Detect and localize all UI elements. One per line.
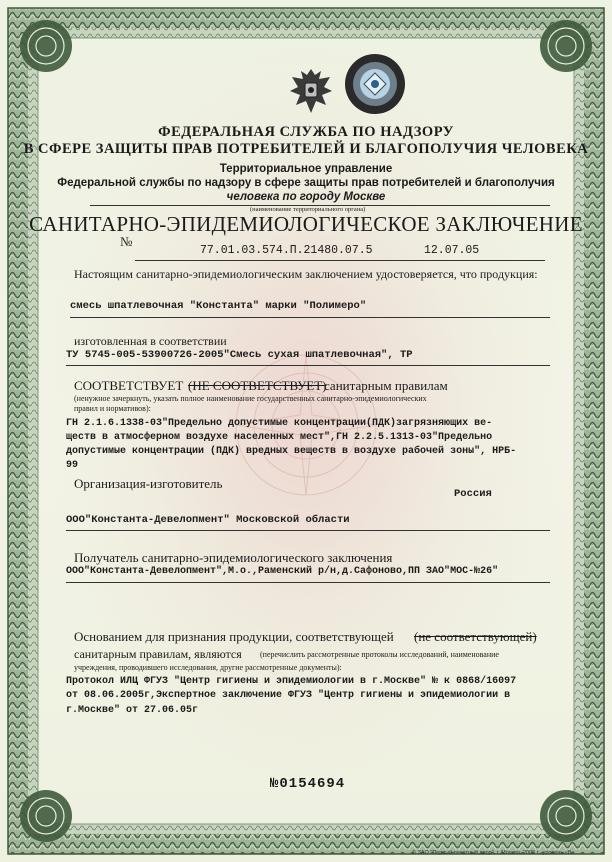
recipient-label: Получатель санитарно-эпидемиологического заключения [74, 550, 393, 565]
serial-number: №0154694 [270, 776, 346, 792]
complies-word: СООТВЕТСТВУЕТ [74, 378, 184, 393]
territorial-caption: (наименование территориального органа) [250, 206, 366, 213]
manufacturer-country: Россия [454, 488, 492, 500]
rules-line-4: 99 [66, 460, 79, 471]
basis-text-1a: Основанием для признания продукции, соответствующей [74, 629, 394, 644]
printer-note: © ЗАО "Первый печатный двор", г. Москва, 2005 г., уровень «В» [412, 850, 575, 856]
made-per-label: изготовленная в соответствии [74, 334, 227, 348]
document-title: САНИТАРНО-ЭПИДЕМИОЛОГИЧЕСКОЕ ЗАКЛЮЧЕНИЕ [29, 212, 583, 236]
rules-line-3: допустимые концентрации (ПДК) вредных веществ в воздухе рабочей зоны", НРБ- [66, 446, 517, 457]
basis-text-2b: (перечислить рассмотренные протоколы исследований, наименование [260, 650, 499, 659]
product-name: смесь шпатлевочная "Константа" марки "Полимеро" [70, 300, 367, 312]
protocol-line-1: Протокол ИЛЦ ФГУЗ "Центр гигиены и эпидемиологии в г.Москве" № к 0868/16097 [66, 676, 517, 687]
manufacturer-value: ООО"Константа-Девелопмент" Московской области [66, 514, 350, 526]
recipient-value: ООО"Константа-Девелопмент",М.о.,Раменский р/н,д.Сафоново,ПП ЗАО"МОС-№26" [66, 566, 499, 577]
territorial-line1: Территориальное управление [219, 163, 393, 175]
basis-text-2a: санитарным правилам, являются [74, 647, 242, 661]
basis-text-1b: (не соответствующей) [414, 629, 537, 644]
complies-note-1: (ненужное зачеркнуть, указать полное наименование государственных санитарно-эпидемиологических [74, 394, 427, 403]
territorial-line3: человека по городу Москве [226, 191, 386, 203]
agency-title-line1: ФЕДЕРАЛЬНАЯ СЛУЖБА ПО НАДЗОРУ [158, 124, 454, 140]
made-per-value: ТУ 5745-005-53900726-2005"Смесь сухая шпатлевочная", ТР [66, 349, 413, 361]
complies-tail: санитарным правилам [324, 378, 448, 393]
rules-line-1: ГН 2.1.6.1338-03"Предельно допустимые концентрации(ПДК)загрязняющих ве- [66, 418, 493, 429]
certificate-date: 12.07.05 [424, 244, 480, 257]
protocol-line-2: от 08.06.2005г,Экспертное заключение ФГУЗ "Центр гигиены и эпидемиологии в [66, 690, 511, 701]
manufacturer-label: Организация-изготовитель [74, 476, 223, 491]
rules-line-2: ществ в атмосферном воздухе населенных мест",ГН 2.2.5.1313-03"Предельно [66, 432, 493, 443]
agency-title-line2: В СФЕРЕ ЗАЩИТЫ ПРАВ ПОТРЕБИТЕЛЕЙ И БЛАГОПОЛУЧИЯ ЧЕЛОВЕКА [23, 141, 589, 157]
basis-text-3: учреждения, проводившего исследования, другие рассмотренные документы): [74, 663, 342, 672]
intro-text: Настоящим санитарно-эпидемиологическим заключением удостоверяется, что продукция: [74, 267, 538, 281]
territorial-line2: Федеральной службы по надзору в сфере защиты прав потребителей и благополучия [57, 177, 555, 189]
number-sign: № [120, 234, 133, 249]
protocol-line-3: г.Москве" от 27.06.05г [66, 705, 199, 716]
certificate-number: 77.01.03.574.П.21480.07.5 [200, 244, 373, 257]
hologram-seal-icon [344, 53, 406, 115]
russian-eagle-icon [286, 65, 336, 117]
not-complies-word: (НЕ СООТВЕТСТВУЕТ) [188, 378, 327, 393]
complies-note-2: правил и нормативов): [74, 404, 151, 413]
